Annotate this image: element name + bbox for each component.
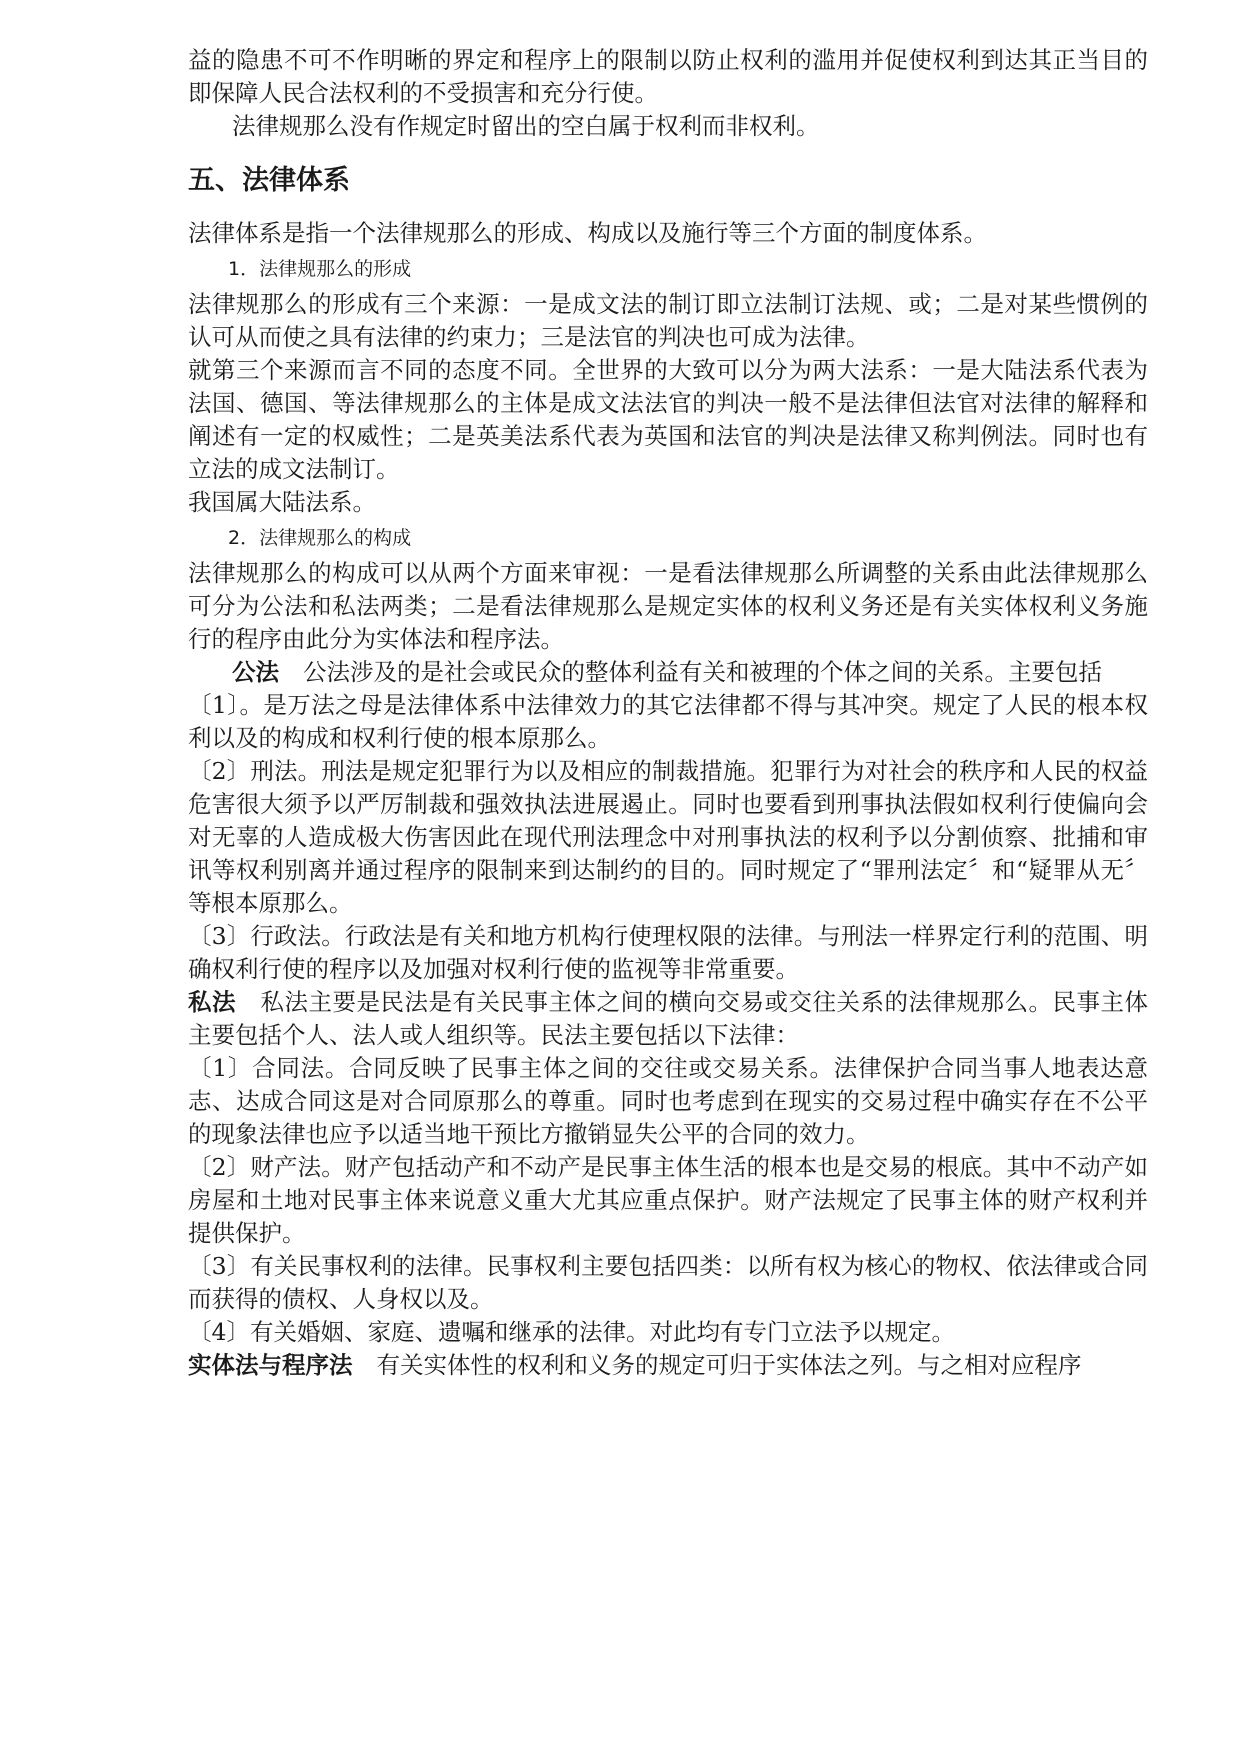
paragraph-text: 有关实体性的权利和义务的规定可归于实体法之列。与之相对应程序 xyxy=(376,1351,1082,1379)
paragraph: 〔3〕行政法。行政法是有关和地方机构行使理权限的法律。与刑法一样界定行利的范围、明确权利行使的程序以及加强对权利行使的监视等非常重要。 xyxy=(188,922,1148,983)
paragraph-private-law xyxy=(188,986,1148,1052)
paragraph: 我国属大陆法系。 xyxy=(188,488,376,516)
paragraph-text: 私法主要是民法是有关民事主体之间的横向交易或交往关系的法律规那么。民事主体主要包括个人、法人或人组织等。民法主要包括以下法律： xyxy=(188,988,1148,1049)
paragraph: 〔4〕有关婚姻、家庭、遗嘱和继承的法律。对此均有专门立法予以规定。 xyxy=(188,1318,955,1346)
paragraph: 〔2〕财产法。财产包括动产和不动产是民事主体生活的根本也是交易的根底。其中不动产如房屋和土地对民事主体来说意义重大尤其应重点保护。财产法规定了民事主体的财产权利并提供保护。 xyxy=(188,1153,1148,1247)
subsection-heading: 2．法律规那么的构成 xyxy=(228,527,412,549)
paragraph: 〔2〕刑法。刑法是规定犯罪行为以及相应的制裁措施。犯罪行为对社会的秩序和人民的权益危害很大须予以严厉制裁和强效执法进展遏止。同时也要看到刑事执法假如权利行使偏向会对无辜的人造成极大伤害因此在现代刑法理念中对刑事执法的权利予以分割侦察、批捕和审讯等权利别离并通过程序的限制来到达制约的目的。同时规定了“罪刑法定〞和“疑罪从无〞等根本原那么。 xyxy=(188,757,1148,917)
paragraph-public-law xyxy=(188,656,1148,689)
paragraph: 〔1〕合同法。合同反映了民事主体之间的交往或交易关系。法律保护合同当事人地表达意志、达成合同这是对合同原那么的尊重。同时也考虑到在现实的交易过程中确实存在不公平的现象法律也应予以适当地干预比方撤销显失公平的合同的效力。 xyxy=(188,1054,1148,1148)
paragraph: 益的隐患不可不作明晰的界定和程序上的限制以防止权利的滥用并促使权利到达其正当目的即保障人民合法权利的不受损害和充分行使。 xyxy=(188,46,1148,107)
paragraph: 法律体系是指一个法律规那么的形成、构成以及施行等三个方面的制度体系。 xyxy=(188,219,987,247)
paragraph: 法律规那么没有作规定时留出的空白属于权利而非权利。 xyxy=(232,112,820,140)
keyword-private-law: 私法 xyxy=(188,988,236,1016)
paragraph: 法律规那么的构成可以从两个方面来审视：一是看法律规那么所调整的关系由此法律规那么可分为公法和私法两类；二是看法律规那么是规定实体的权利义务还是有关实体权利义务施行的程序由此分为实体法和程序法。 xyxy=(188,559,1148,653)
subsection-heading: 1．法律规那么的形成 xyxy=(228,258,412,280)
paragraph: 就第三个来源而言不同的态度不同。全世界的大致可以分为两大法系：一是大陆法系代表为法国、德国、等法律规那么的主体是成文法法官的判决一般不是法律但法官对法律的解释和阐述有一定的权威性；二是英美法系代表为英国和法官的判决是法律又称判例法。同时也有立法的成文法制订。 xyxy=(188,356,1148,483)
keyword-substantive-procedural: 实体法与程序法 xyxy=(188,1351,353,1379)
paragraph: 〔1〕。是万法之母是法律体系中法律效力的其它法律都不得与其冲突。规定了人民的根本权利以及的构成和权利行使的根本原那么。 xyxy=(188,691,1148,752)
document-page xyxy=(188,44,1148,1382)
paragraph-text: 公法涉及的是社会或民众的整体利益有关和被理的个体之间的关系。主要包括 xyxy=(303,658,1102,686)
keyword-public-law: 公法 xyxy=(232,658,279,686)
paragraph-substantive-procedural xyxy=(188,1349,1148,1382)
section-heading: 五、法律体系 xyxy=(188,165,350,196)
paragraph: 〔3〕有关民事权利的法律。民事权利主要包括四类：以所有权为核心的物权、依法律或合同而获得的债权、人身权以及。 xyxy=(188,1252,1148,1313)
paragraph: 法律规那么的形成有三个来源：一是成文法的制订即立法制订法规、或；二是对某些惯例的认可从而使之具有法律的约束力；三是法官的判决也可成为法律。 xyxy=(188,290,1148,351)
